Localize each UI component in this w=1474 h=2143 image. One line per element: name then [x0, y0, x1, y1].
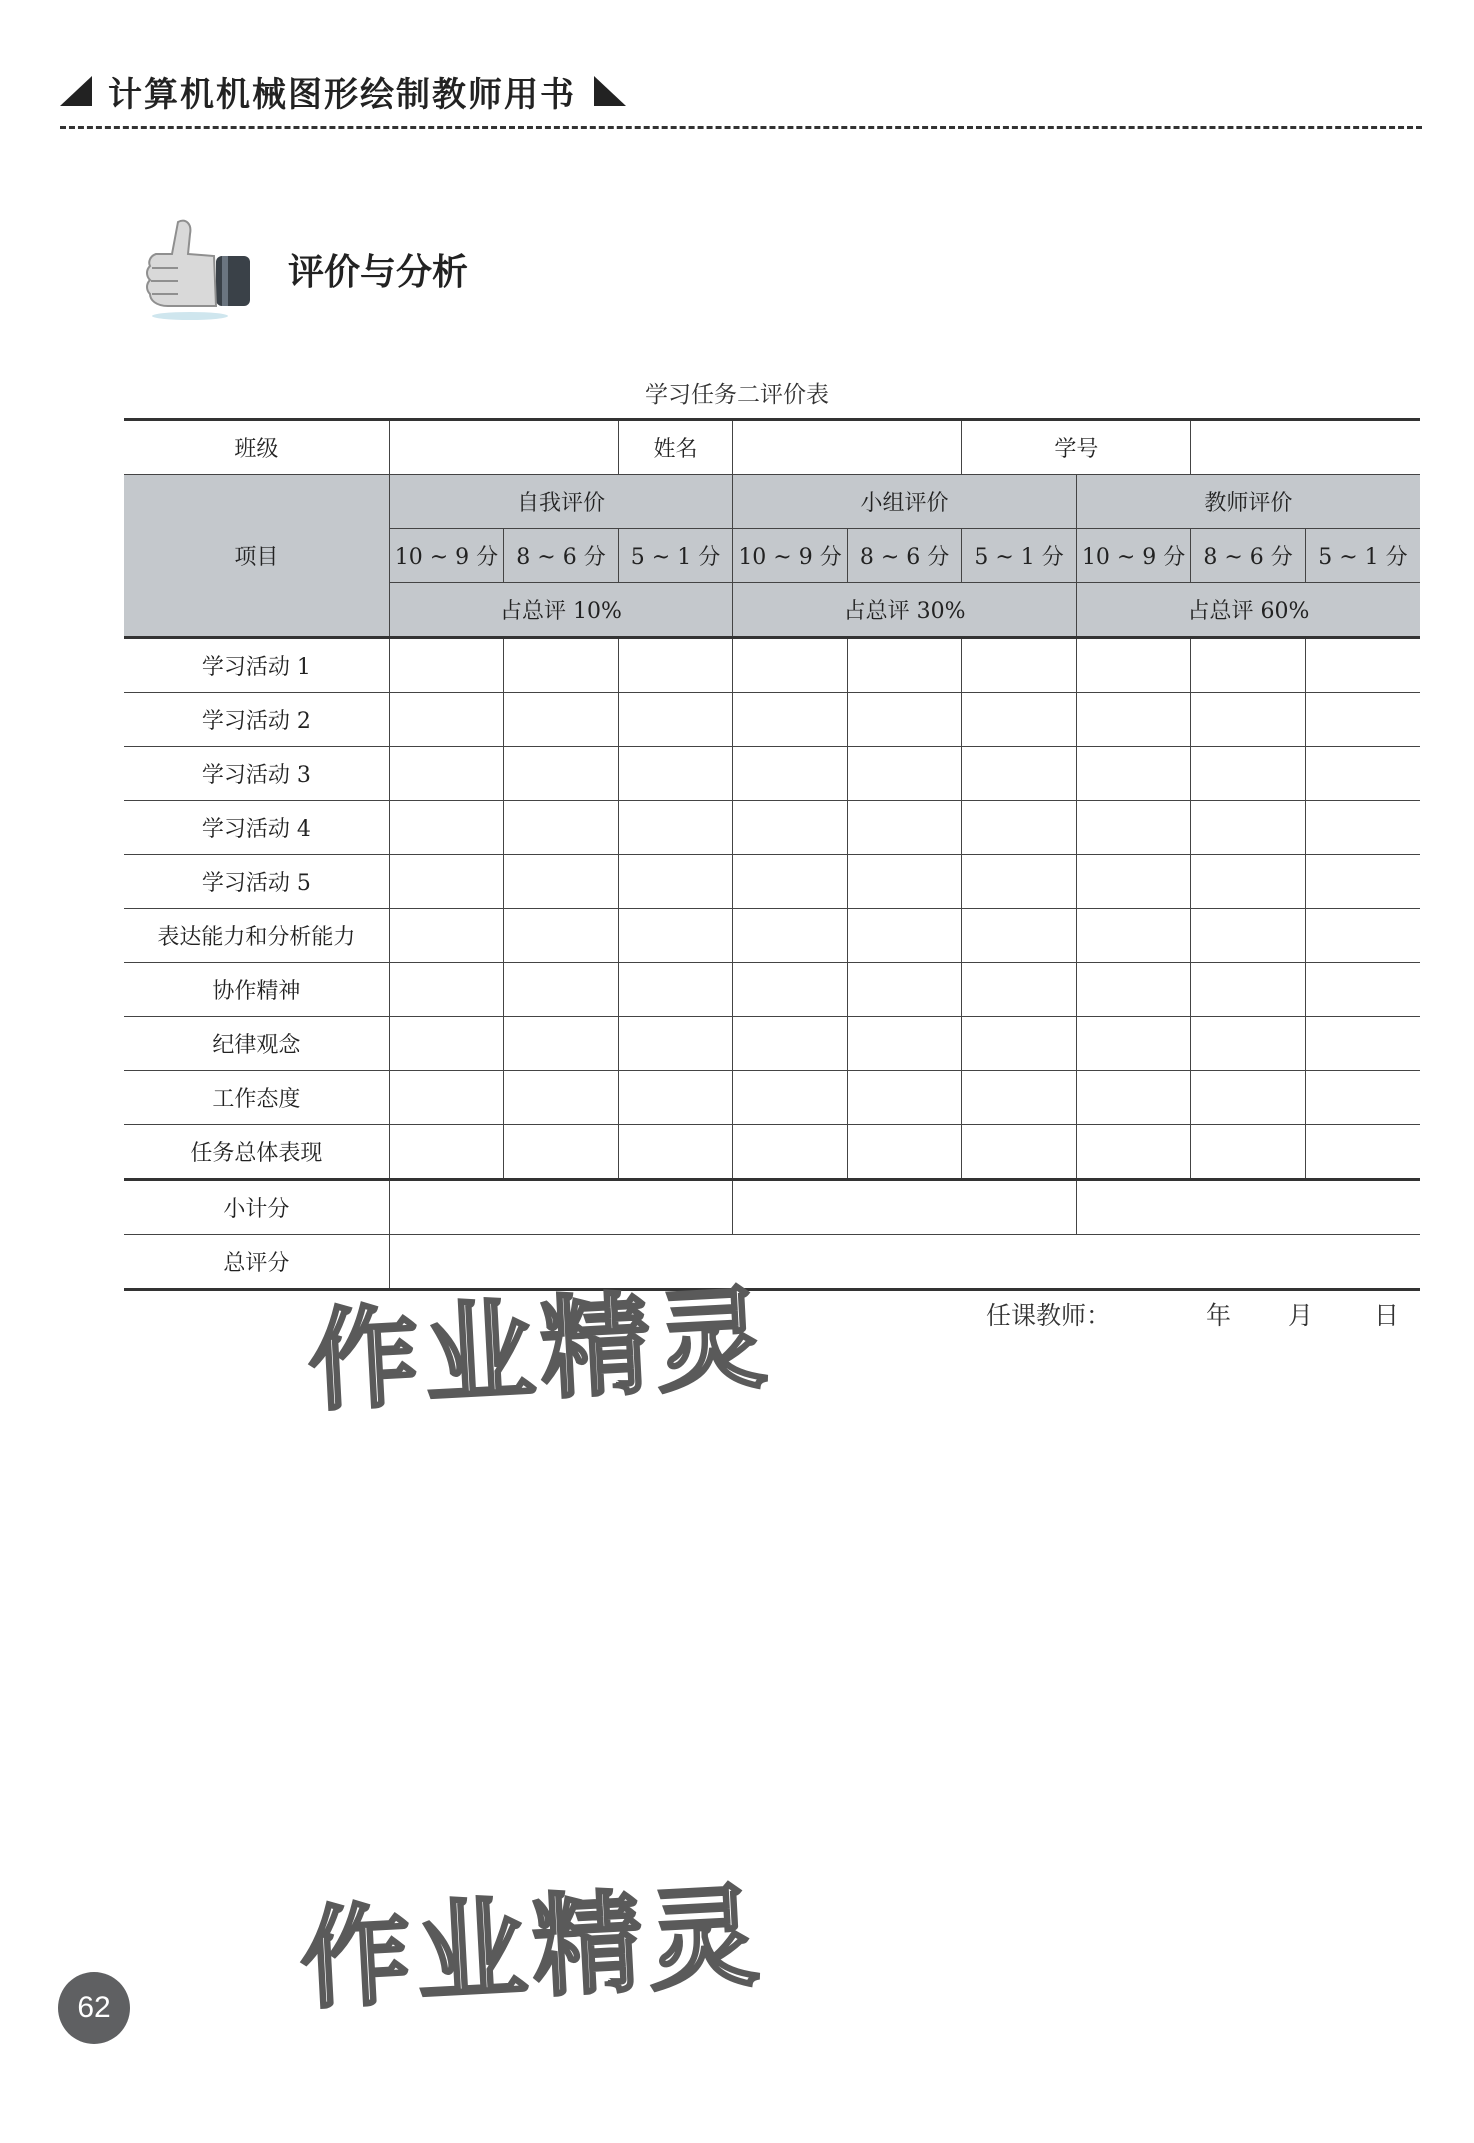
score-cell[interactable]	[504, 909, 619, 963]
score-cell[interactable]	[389, 909, 504, 963]
score-cell[interactable]	[618, 801, 733, 855]
score-cell[interactable]	[847, 1017, 962, 1071]
table-row	[124, 747, 1420, 801]
score-cell[interactable]	[1076, 1125, 1191, 1180]
score-cell[interactable]	[1076, 638, 1191, 693]
score-cell[interactable]	[962, 909, 1077, 963]
name-label: 姓名	[618, 420, 733, 475]
weight-self: 占总评 10%	[389, 583, 733, 638]
group-header-row	[124, 475, 1420, 529]
score-cell[interactable]	[733, 1017, 848, 1071]
score-cell[interactable]	[847, 747, 962, 801]
triangle-left-icon	[60, 76, 92, 106]
id-label: 学号	[962, 420, 1191, 475]
score-cell[interactable]	[847, 963, 962, 1017]
table-caption: 学习任务二评价表	[645, 382, 829, 408]
score-cell[interactable]	[962, 638, 1077, 693]
subtotal-teacher-cell[interactable]	[1076, 1180, 1420, 1235]
score-cell[interactable]	[618, 909, 733, 963]
thumbs-up-icon	[138, 214, 258, 324]
score-cell[interactable]	[847, 801, 962, 855]
class-field[interactable]	[389, 420, 618, 475]
score-cell[interactable]	[389, 693, 504, 747]
score-cell[interactable]	[1191, 909, 1306, 963]
score-cell[interactable]	[733, 963, 848, 1017]
month-label: 月	[1288, 1301, 1314, 1330]
score-range-cell: 10 ~ 9 分	[1076, 529, 1191, 583]
score-range-cell: 8 ~ 6 分	[847, 529, 962, 583]
weight-team: 占总评 30%	[733, 583, 1077, 638]
score-range-cell: 8 ~ 6 分	[1191, 529, 1306, 583]
table-row	[124, 801, 1420, 855]
score-cell[interactable]	[847, 693, 962, 747]
score-cell[interactable]	[1305, 1071, 1420, 1125]
row-label: 工作态度	[124, 1071, 389, 1125]
score-cell[interactable]	[962, 747, 1077, 801]
watermark-bottom: 作业精灵	[297, 1871, 768, 2025]
score-cell[interactable]	[1305, 747, 1420, 801]
score-cell[interactable]	[847, 909, 962, 963]
score-cell[interactable]	[389, 638, 504, 693]
section-heading	[138, 214, 468, 324]
score-cell[interactable]	[962, 963, 1077, 1017]
score-cell[interactable]	[504, 1071, 619, 1125]
score-cell[interactable]	[1305, 801, 1420, 855]
score-cell[interactable]	[1305, 1125, 1420, 1180]
row-label: 学习活动 2	[124, 693, 389, 747]
score-cell[interactable]	[1076, 747, 1191, 801]
row-label: 学习活动 3	[124, 747, 389, 801]
total-label: 总评分	[124, 1235, 389, 1290]
score-cell[interactable]	[1191, 963, 1306, 1017]
row-label: 纪律观念	[124, 1017, 389, 1071]
row-label: 学习活动 4	[124, 801, 389, 855]
score-cell[interactable]	[618, 1071, 733, 1125]
score-range-cell: 8 ~ 6 分	[504, 529, 619, 583]
score-range-cell: 10 ~ 9 分	[389, 529, 504, 583]
subtotal-label: 小计分	[124, 1180, 389, 1235]
table-row	[124, 1017, 1420, 1071]
score-cell[interactable]	[847, 1071, 962, 1125]
score-cell[interactable]	[618, 1017, 733, 1071]
score-cell[interactable]	[733, 638, 848, 693]
score-range-cell: 5 ~ 1 分	[962, 529, 1077, 583]
info-row	[124, 420, 1420, 475]
score-cell[interactable]	[1076, 963, 1191, 1017]
name-field[interactable]	[733, 420, 962, 475]
row-label: 学习活动 5	[124, 855, 389, 909]
score-cell[interactable]	[962, 801, 1077, 855]
score-cell[interactable]	[504, 855, 619, 909]
item-header: 项目	[124, 475, 389, 638]
score-cell[interactable]	[1191, 855, 1306, 909]
score-cell[interactable]	[1076, 693, 1191, 747]
score-cell[interactable]	[389, 963, 504, 1017]
score-cell[interactable]	[1305, 855, 1420, 909]
weight-teacher: 占总评 60%	[1076, 583, 1420, 638]
table-row	[124, 855, 1420, 909]
header-divider	[60, 126, 1422, 129]
score-cell[interactable]	[618, 963, 733, 1017]
score-cell[interactable]	[1191, 1071, 1306, 1125]
group-team: 小组评价	[733, 475, 1077, 529]
score-cell[interactable]	[1076, 1071, 1191, 1125]
table-row	[124, 963, 1420, 1017]
score-cell[interactable]	[962, 1017, 1077, 1071]
score-cell[interactable]	[1191, 693, 1306, 747]
signature-line	[986, 1296, 1420, 1332]
score-cell[interactable]	[504, 693, 619, 747]
table-row	[124, 638, 1420, 693]
score-cell[interactable]	[733, 909, 848, 963]
score-cell[interactable]	[962, 855, 1077, 909]
table-row	[124, 1125, 1420, 1180]
score-cell[interactable]	[1191, 801, 1306, 855]
score-cell[interactable]	[389, 747, 504, 801]
evaluation-table	[124, 418, 1420, 1291]
table-row	[124, 693, 1420, 747]
score-cell[interactable]	[618, 1125, 733, 1180]
score-range-cell: 5 ~ 1 分	[618, 529, 733, 583]
score-cell[interactable]	[733, 801, 848, 855]
score-cell[interactable]	[1305, 909, 1420, 963]
score-cell[interactable]	[389, 855, 504, 909]
teacher-label: 任课教师：	[986, 1301, 1112, 1330]
score-cell[interactable]	[618, 693, 733, 747]
row-label: 表达能力和分析能力	[124, 909, 389, 963]
score-cell[interactable]	[504, 801, 619, 855]
score-cell[interactable]	[733, 747, 848, 801]
triangle-right-icon	[594, 76, 626, 106]
score-cell[interactable]	[504, 1017, 619, 1071]
year-label: 年	[1206, 1301, 1232, 1330]
table-row	[124, 1071, 1420, 1125]
score-range-cell: 10 ~ 9 分	[733, 529, 848, 583]
running-header	[60, 66, 1420, 116]
score-cell[interactable]	[1305, 963, 1420, 1017]
score-cell[interactable]	[962, 1125, 1077, 1180]
score-cell[interactable]	[389, 1071, 504, 1125]
book-title: 计算机机械图形绘制教师用书	[108, 74, 576, 115]
score-cell[interactable]	[962, 1071, 1077, 1125]
score-cell[interactable]	[504, 747, 619, 801]
score-cell[interactable]	[618, 747, 733, 801]
score-cell[interactable]	[733, 1071, 848, 1125]
score-cell[interactable]	[733, 693, 848, 747]
score-cell[interactable]	[389, 1125, 504, 1180]
score-cell[interactable]	[1191, 1017, 1306, 1071]
row-label: 协作精神	[124, 963, 389, 1017]
score-cell[interactable]	[1076, 909, 1191, 963]
day-label: 日	[1374, 1301, 1400, 1330]
score-cell[interactable]	[389, 1017, 504, 1071]
section-title: 评价与分析	[288, 251, 469, 293]
subtotal-row	[124, 1180, 1420, 1235]
score-cell[interactable]	[504, 1125, 619, 1180]
score-cell[interactable]	[1191, 638, 1306, 693]
subtotal-self-cell[interactable]	[389, 1180, 733, 1235]
score-cell[interactable]	[1305, 1017, 1420, 1071]
table-row	[124, 909, 1420, 963]
score-cell[interactable]	[847, 638, 962, 693]
score-cell[interactable]	[1076, 801, 1191, 855]
score-cell[interactable]	[1076, 1017, 1191, 1071]
score-cell[interactable]	[1305, 693, 1420, 747]
score-range-cell: 5 ~ 1 分	[1305, 529, 1420, 583]
score-cell[interactable]	[962, 693, 1077, 747]
score-cell[interactable]	[504, 963, 619, 1017]
page-number: 62	[58, 1972, 130, 2044]
subtotal-team-cell[interactable]	[733, 1180, 1077, 1235]
score-cell[interactable]	[847, 1125, 962, 1180]
watermark-top: 作业精灵	[305, 1273, 776, 1427]
group-self: 自我评价	[389, 475, 733, 529]
row-label: 学习活动 1	[124, 638, 389, 693]
id-field[interactable]	[1191, 420, 1420, 475]
score-cell[interactable]	[1191, 1125, 1306, 1180]
score-cell[interactable]	[1191, 747, 1306, 801]
score-cell[interactable]	[504, 638, 619, 693]
score-cell[interactable]	[733, 855, 848, 909]
score-cell[interactable]	[389, 801, 504, 855]
score-cell[interactable]	[618, 638, 733, 693]
row-label: 任务总体表现	[124, 1125, 389, 1180]
score-cell[interactable]	[1076, 855, 1191, 909]
score-cell[interactable]	[847, 855, 962, 909]
score-cell[interactable]	[733, 1125, 848, 1180]
group-teacher: 教师评价	[1076, 475, 1420, 529]
class-label: 班级	[124, 420, 389, 475]
score-cell[interactable]	[618, 855, 733, 909]
score-cell[interactable]	[1305, 638, 1420, 693]
